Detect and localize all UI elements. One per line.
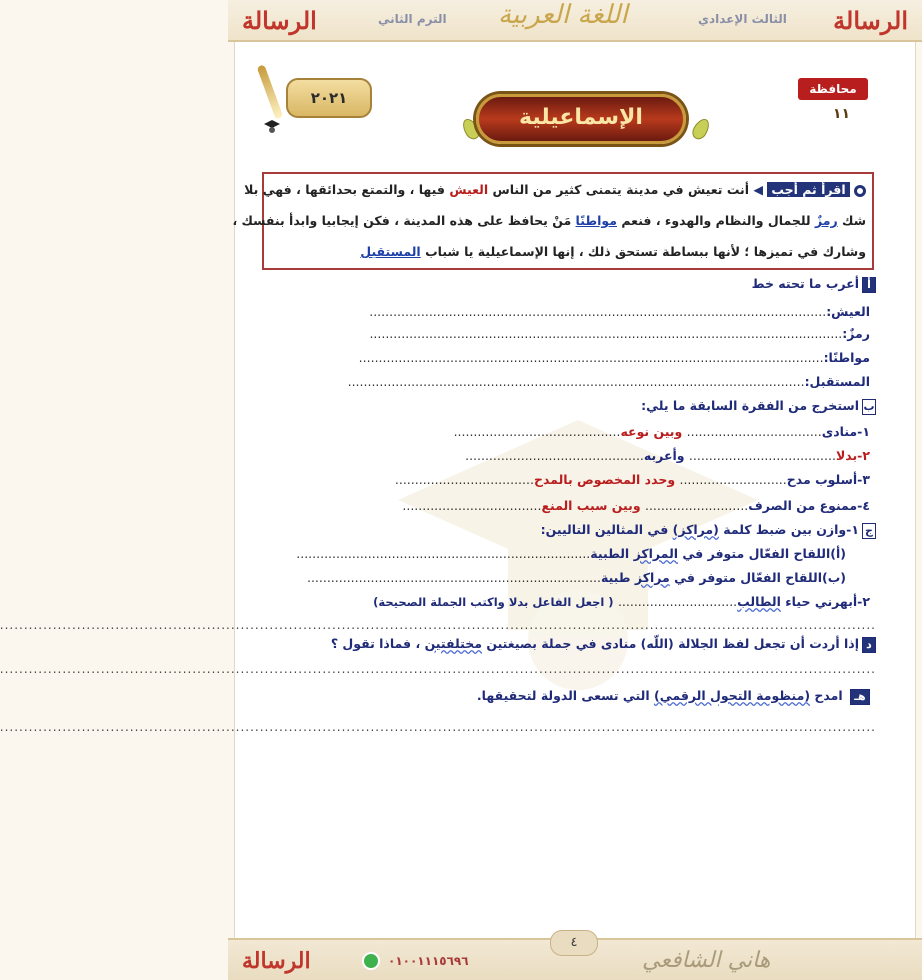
question-tag: ب bbox=[863, 400, 875, 413]
answer-line: ٣-أسلوب مدح........................... وحدد المخصوص بالمدح................................... bbox=[394, 472, 870, 487]
answer-line: مواطنًا:..................................................................................................................... bbox=[358, 350, 870, 365]
question-prompt: ١-وازن بين ضبط كلمة bbox=[718, 522, 859, 537]
question-a bbox=[752, 276, 876, 293]
question-tag: ج bbox=[862, 523, 876, 539]
question-prompt: في المثالين التاليين: bbox=[540, 522, 673, 537]
answer-label: ٤-ممنوع من الصرف bbox=[748, 498, 870, 513]
example-text: طبية bbox=[601, 570, 635, 585]
governorate-badge bbox=[792, 72, 872, 136]
chevron-left-icon: ◀ bbox=[753, 182, 764, 197]
footer-band bbox=[228, 935, 922, 980]
year-text: ٢٠٢١ bbox=[310, 89, 348, 107]
reading-passage bbox=[232, 172, 874, 270]
question-keyword: مختلفتين bbox=[424, 636, 482, 651]
question-keyword: (مراكز) bbox=[672, 522, 719, 537]
question-prompt: امدح bbox=[810, 688, 843, 703]
footer-teacher-name: هاني الشافعي bbox=[642, 948, 771, 973]
header-grade: الثالث الإعدادي bbox=[698, 12, 787, 26]
answer-line: رمزٌ:....................................................................................................................... bbox=[369, 326, 870, 341]
brand-logo-footer: الرسالة bbox=[242, 948, 311, 974]
governorate-label: محافظة bbox=[798, 78, 868, 100]
question-e bbox=[477, 688, 870, 705]
answer-line: (أ)اللقاح الفعّال متوفر في المراكز الطبية.......................................................................... bbox=[296, 546, 846, 561]
footer-phone: ٠١٠٠١١١٥٦٩٦ bbox=[388, 954, 469, 968]
question-c bbox=[541, 522, 876, 539]
passage-text: شك bbox=[837, 213, 866, 228]
question-prompt: التي تسعى الدولة لتحقيقها. bbox=[476, 688, 654, 703]
answer-label: ١-منادى bbox=[821, 424, 870, 439]
brand-logo-left: الرسالة bbox=[242, 6, 317, 35]
question-prompt: استخرج من الفقرة السابقة ما يلي: bbox=[641, 398, 859, 413]
whatsapp-icon bbox=[362, 952, 380, 970]
question-tag: أ bbox=[862, 277, 876, 293]
answer-line: المستقبل:................................................................................................................... bbox=[347, 374, 870, 389]
underlined-word: المستقبل bbox=[360, 244, 421, 259]
answer-dots: ...................................................................................................................................................................................... bbox=[0, 720, 876, 734]
answer-line: (ب)اللقاح الفعّال متوفر في مراكز طبية.......................................................................... bbox=[306, 570, 846, 585]
example-text: (أ)اللقاح الفعّال متوفر في bbox=[678, 546, 846, 561]
example-text: الطبية bbox=[590, 546, 634, 561]
question-prompt: ٢-أبهرني حياء bbox=[780, 594, 870, 609]
answer-line: ٢-بدلا..................................... وأعربه............................................. bbox=[465, 448, 870, 463]
answer-line: ١-منادى.................................. وبين نوعه.......................................... bbox=[453, 424, 870, 439]
question-prompt: أعرب ما تحته خط bbox=[751, 276, 859, 291]
answer-line: العيش:................................................................................................................... bbox=[369, 304, 870, 319]
passage-text: أنت تعيش في مدينة يتمنى كثير من الناس bbox=[488, 182, 750, 197]
answer-line: ٢-أبهرني حياء الطالب.............................. ( اجعل الفاعل بدلا واكتب الجملة الصحيحة) bbox=[373, 594, 870, 609]
answer-label: ٢-بدلا bbox=[835, 448, 870, 463]
answer-label: وبين سبب المنع bbox=[541, 498, 641, 513]
answer-label: وأعربه bbox=[643, 448, 685, 463]
answer-label: رمزٌ: bbox=[842, 326, 870, 341]
header-term: الترم الثاني bbox=[378, 12, 447, 26]
answer-dots: ...................................................................................................................................................................................... bbox=[0, 662, 876, 676]
read-icon bbox=[854, 185, 866, 197]
header-band bbox=[228, 0, 922, 42]
example-keyword: مراكز bbox=[634, 570, 670, 585]
underlined-word: رمزٌ bbox=[814, 213, 838, 228]
question-keyword: الطالب bbox=[737, 594, 781, 609]
read-label: اقرأ ثم أجب bbox=[767, 182, 849, 197]
answer-label: المستقبل: bbox=[804, 374, 870, 389]
passage-text: مَنْ يحافظ على هذه المدينة ، فكن إيجابيا وابدأ بنفسك ، bbox=[232, 213, 576, 228]
question-tag: د bbox=[862, 637, 876, 653]
page-title: الإسماعيلية bbox=[519, 105, 643, 130]
underlined-word: مواطنًا bbox=[575, 213, 617, 228]
question-keyword: (منظومة التحول الرقمي) bbox=[653, 688, 811, 703]
year-scroll bbox=[286, 78, 372, 118]
question-tag: هـ bbox=[850, 689, 870, 705]
answer-dots: ...................................................................................................................................................................................... bbox=[0, 618, 876, 632]
brand-logo-right: الرسالة bbox=[833, 6, 908, 35]
question-prompt: ، فماذا تقول ؟ bbox=[330, 636, 425, 651]
example-text: (ب)اللقاح الفعّال متوفر في bbox=[669, 570, 846, 585]
question-d bbox=[331, 636, 876, 653]
question-b bbox=[641, 398, 876, 415]
answer-label: وحدد المخصوص بالمدح bbox=[533, 472, 676, 487]
answer-label: وبين نوعه bbox=[620, 424, 683, 439]
header-subject: اللغة العربية bbox=[498, 0, 628, 30]
question-hint: ( اجعل الفاعل بدلا واكتب الجملة الصحيحة) bbox=[373, 595, 614, 609]
example-keyword: المراكز bbox=[633, 546, 679, 561]
passage-text: فيها ، والتمتع بحدائقها ، فهي بلا bbox=[244, 182, 450, 197]
underlined-word: العيش bbox=[449, 182, 489, 197]
passage-line-2 bbox=[232, 213, 866, 228]
page-number: ٤ bbox=[550, 930, 598, 956]
title-plaque bbox=[476, 94, 686, 144]
question-prompt: إذا أردت أن تجعل لفظ الجلالة (اللّه) منادى في جملة بصيغتين bbox=[481, 636, 859, 651]
passage-text: وشارك في تميزها ؛ لأنها ببساطة تستحق ذلك ، إنها الإسماعيلية يا شباب bbox=[420, 244, 866, 259]
answer-label: مواطنًا: bbox=[823, 350, 870, 365]
answer-label: العيش: bbox=[826, 304, 870, 319]
answer-line: ٤-ممنوع من الصرف.......................... وبين سبب المنع................................... bbox=[402, 498, 870, 513]
passage-text: للجمال والنظام والهدوء ، فنعم bbox=[616, 213, 815, 228]
graduate-icon bbox=[264, 118, 280, 134]
answer-label: ٣-أسلوب مدح bbox=[786, 472, 870, 487]
passage-line-1 bbox=[244, 182, 866, 197]
governorate-number: ١١ bbox=[832, 106, 850, 122]
passage-line-3 bbox=[270, 244, 866, 259]
